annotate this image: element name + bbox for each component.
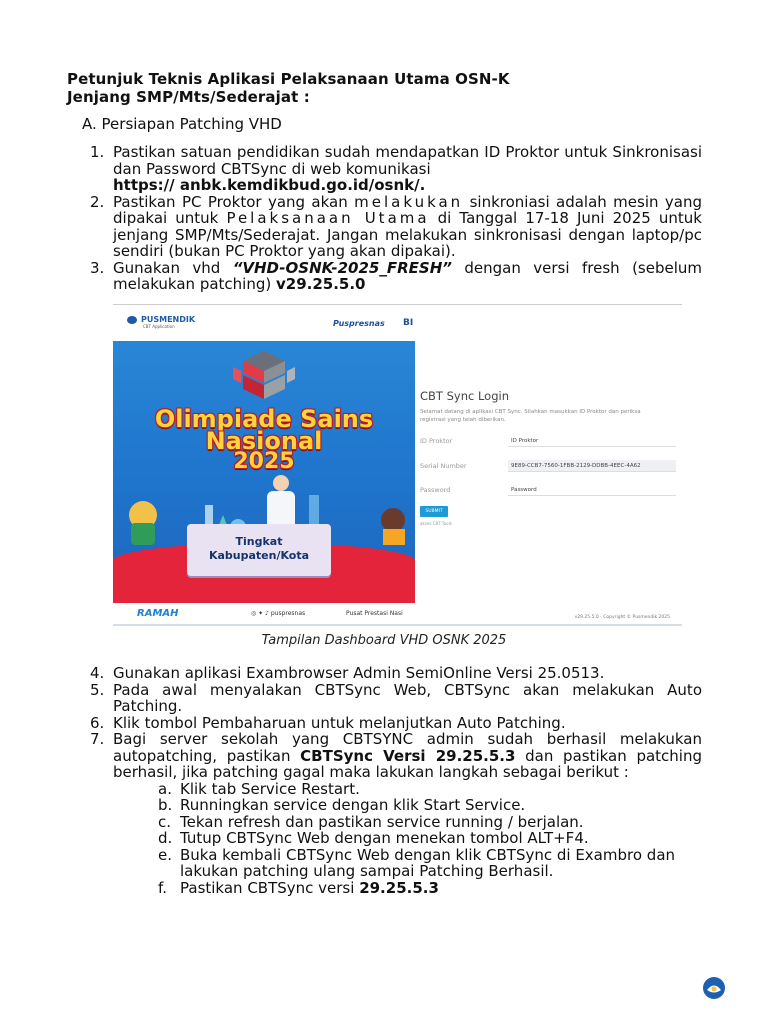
sub-list-letter: c.	[158, 812, 172, 831]
pusat-prestasi-label: Pusat Prestasi Nasi	[346, 610, 403, 617]
spaced-text: Pelaksanaan Utama	[226, 209, 430, 227]
serial-number-row	[420, 460, 675, 474]
list-number: 2.	[90, 192, 105, 211]
cbtsync-version: 29.25.5.3	[359, 878, 439, 897]
list-item	[90, 194, 702, 260]
spaced-text: melakukan	[354, 192, 464, 211]
cbtsync-version: CBTSync Versi 29.25.5.3	[300, 746, 516, 765]
list-text: Gunakan vhd	[113, 258, 233, 277]
list-text: Bagi server sekolah yang CBTSYNC admin sudah berhasil melakukan autopatching, pastikan	[113, 730, 702, 765]
section-heading-a: A. Persiapan Patching VHD	[82, 115, 282, 133]
partner-logo: BI	[403, 318, 414, 328]
list-number: 7.	[90, 730, 105, 748]
puspresnas-logo: Puspresnas	[333, 319, 385, 328]
sub-list-letter: a.	[158, 779, 172, 798]
pusmendik-logo: PUSMENDIK CBT Application	[127, 315, 195, 329]
poster-footer	[113, 603, 415, 626]
dashboard-screenshot	[113, 304, 682, 626]
sub-list-item	[90, 830, 702, 847]
social-handle: ◎ ✦ ♪ puspresnas	[251, 610, 306, 617]
sub-list-text: Tekan refresh dan pastikan service running / berjalan.	[180, 812, 584, 831]
password-input[interactable]: Password	[508, 484, 676, 496]
list-item	[90, 682, 702, 715]
list-item	[90, 260, 702, 293]
tingkat-banner: Tingkat Kabupaten/Kota	[187, 524, 331, 576]
list-text: di Tanggal 17-18 Juni 2025 untuk jenjang SMP/Mts/Sederajat. Jangan melakukan sinkronisasi dengan laptop/pc sendiri (bukan PC Proktor yang akan dipakai).	[113, 209, 702, 260]
list-text: Klik tombol Pembaharuan untuk melanjutkan Auto Patching.	[113, 713, 566, 732]
field-label: ID Proktor	[420, 437, 453, 445]
poster-title-line-3: 2025	[233, 449, 295, 474]
sub-list-text: Tutup CBTSync Web dengan menekan tombol ALT+F4.	[180, 829, 589, 847]
sub-list-item	[90, 814, 702, 831]
submit-button[interactable]: SUBMIT	[420, 506, 448, 517]
osn-poster	[113, 305, 415, 626]
login-footer: v29.25.5.0 - Copyright © Pusmendik 2025	[574, 615, 670, 620]
osn-cube-icon	[225, 349, 303, 407]
list-text: Pastikan PC Proktor yang akan	[113, 192, 355, 211]
ramah-logo: RAMAH	[137, 608, 179, 619]
cbt-sync-login-panel	[415, 305, 682, 626]
akses-cbt-tools-link[interactable]: akses CBT Tools	[420, 521, 452, 526]
list-text: Pastikan satuan pendidikan sudah mendapatkan ID Proktor untuk Sinkronisasi dan Password CBTSync di web komunikasi	[113, 143, 702, 178]
list-number: 5.	[90, 680, 105, 699]
list-item	[90, 665, 702, 682]
field-label: Serial Number	[420, 462, 467, 470]
sub-list-item	[90, 880, 702, 897]
poster-title-line-2: Nasional	[205, 427, 323, 455]
sub-list-item	[90, 847, 702, 880]
figure-caption: Tampilan Dashboard VHD OSNK 2025	[261, 633, 507, 648]
title-line-2: Jenjang SMP/Mts/Sederajat :	[67, 88, 310, 106]
id-proktor-input[interactable]: ID Proktor	[508, 435, 676, 447]
sub-list-text: Runningkan service dengan klik Start Service.	[180, 796, 526, 814]
sub-list-item	[90, 797, 702, 814]
sub-list-letter: d.	[158, 829, 173, 847]
sub-list-item	[90, 781, 702, 798]
sub-list-text: Klik tab Service Restart.	[180, 779, 360, 798]
list-item	[90, 144, 702, 194]
instruction-list-1	[90, 144, 702, 293]
password-row	[420, 484, 675, 498]
list-number: 1.	[90, 143, 105, 161]
field-label: Password	[420, 486, 451, 494]
sub-list-letter: f.	[158, 878, 167, 897]
list-number: 4.	[90, 664, 105, 682]
list-number: 6.	[90, 713, 105, 732]
kemendikdasmen-logo-icon	[702, 977, 726, 999]
list-text: dan pastikan patching berhasil, jika patching gagal maka lakukan langkah sebagai berikut :	[113, 746, 702, 781]
pusmendik-icon	[127, 316, 137, 324]
serial-number-input[interactable]: 9E89-CCB7-7560-1FBB-2129-DDBB-4EEC-4A62	[508, 460, 676, 472]
poster-header	[113, 305, 415, 341]
sub-list-letter: b.	[158, 796, 173, 814]
portal-url: https:// anbk.kemdikbud.go.id/osnk/.	[113, 176, 426, 194]
document-title	[67, 70, 510, 106]
vhd-name: “VHD-OSNK-2025_FRESH”	[232, 258, 452, 277]
list-item	[90, 731, 702, 781]
login-description: Selamat datang di aplikasi CBT Sync. Silahkan masukkan ID Proktor dan periksa registrasi yang telah diberikan.	[420, 409, 641, 423]
list-number: 3.	[90, 258, 105, 277]
login-heading: CBT Sync Login	[420, 389, 509, 403]
list-text: dengan versi fresh (sebelum melakukan patching)	[113, 258, 702, 293]
sub-list-text: Pastikan CBTSync versi	[180, 878, 360, 897]
sub-list-letter: e.	[158, 845, 172, 864]
list-text: Pada awal menyalakan CBTSync Web, CBTSync akan melakukan Auto Patching.	[113, 680, 702, 715]
vhd-version: v29.25.5.0	[276, 275, 366, 293]
id-proktor-row	[420, 435, 675, 449]
list-text: Gunakan aplikasi Exambrowser Admin SemiOnline Versi 25.0513.	[113, 664, 605, 682]
sub-list-text: Buka kembali CBTSync Web dengan klik CBTSync di Exambro dan lakukan patching ulang sampai Patching Berhasil.	[180, 845, 676, 880]
list-item	[90, 715, 702, 732]
title-line-1: Petunjuk Teknis Aplikasi Pelaksanaan Utama OSN-K	[67, 70, 510, 88]
poster-title-line-1: Olimpiade Sains	[154, 405, 374, 433]
instruction-list-2	[90, 665, 702, 896]
list-text: sinkroniasi adalah mesin yang dipakai untuk	[113, 192, 702, 227]
